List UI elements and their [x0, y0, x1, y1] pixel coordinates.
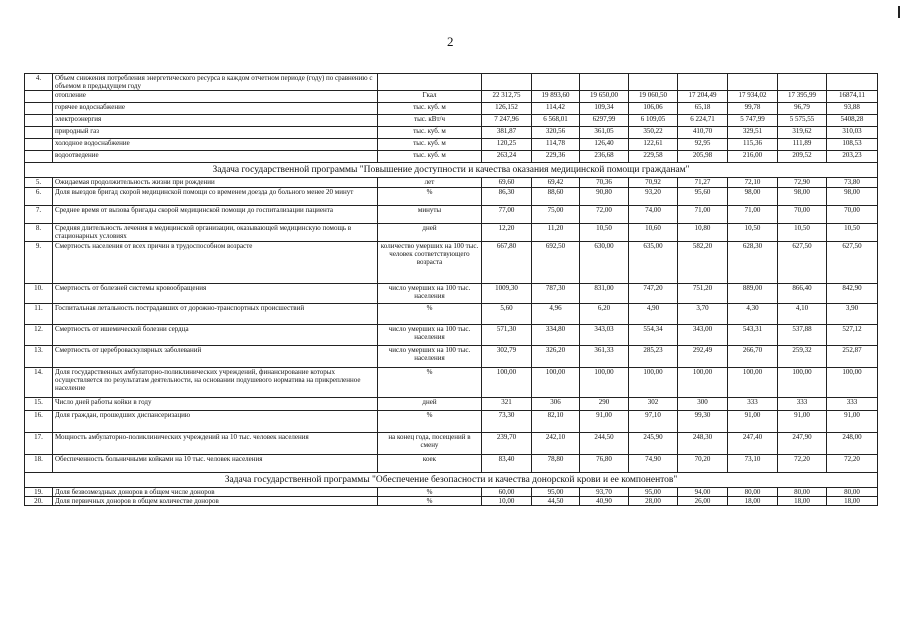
unit-cell: тыс. куб. м	[378, 103, 482, 115]
value-cell: 114,42	[532, 103, 580, 115]
value-cell: 76,80	[580, 455, 629, 473]
table-row	[25, 74, 878, 91]
row-number: 19.	[25, 488, 53, 497]
value-cell: 70,36	[580, 178, 629, 188]
value-cell: 6 224,71	[678, 115, 728, 127]
value-cell: 310,03	[827, 127, 878, 139]
unit-cell: дней	[378, 398, 482, 411]
empty-cell	[778, 74, 827, 91]
empty-cell	[629, 74, 678, 91]
value-cell: 78,80	[532, 455, 580, 473]
table-row	[25, 455, 878, 473]
indicators-table	[24, 73, 878, 506]
value-cell: 290	[580, 398, 629, 411]
resource-name: природный газ	[53, 127, 378, 139]
value-cell: 80,00	[778, 488, 827, 497]
resource-name: электроэнергия	[53, 115, 378, 127]
indicator-name: Смертность от цереброваскулярных заболеваний	[53, 346, 378, 368]
value-cell: 628,30	[728, 242, 778, 284]
table-row	[25, 398, 878, 411]
value-cell: 17 395,99	[778, 91, 827, 103]
value-cell: 100,00	[778, 368, 827, 398]
value-cell: 126,40	[580, 139, 629, 151]
value-cell: 28,00	[629, 497, 678, 506]
unit-cell: %	[378, 411, 482, 433]
value-cell: 93,70	[580, 488, 629, 497]
resource-name: холодное водоснабжение	[53, 139, 378, 151]
value-cell: 72,00	[580, 206, 629, 224]
unit-cell: число умерших на 100 тыс. населения	[378, 325, 482, 346]
row-number: 8.	[25, 224, 53, 242]
value-cell: 91,00	[728, 411, 778, 433]
value-cell: 91,00	[778, 411, 827, 433]
value-cell: 320,56	[532, 127, 580, 139]
unit-cell: тыс. куб. м	[378, 151, 482, 163]
value-cell: 259,32	[778, 346, 827, 368]
value-cell: 7 247,96	[482, 115, 532, 127]
value-cell: 60,00	[482, 488, 532, 497]
indicator-name: Обеспеченность больничными койками на 10 тыс. человек населения	[53, 455, 378, 473]
resource-name: горячее водоснабжение	[53, 103, 378, 115]
value-cell: 1009,30	[482, 284, 532, 304]
section-title: Задача государственной программы "Обеспечение безопасности и качества донорской крови и ее компонентов"	[25, 473, 878, 488]
value-cell: 203,23	[827, 151, 878, 163]
row-number: 17.	[25, 433, 53, 455]
row-number: 10.	[25, 284, 53, 304]
table-row	[25, 151, 878, 163]
value-cell: 343,03	[580, 325, 629, 346]
section-row	[25, 163, 878, 178]
row-number: 20.	[25, 497, 53, 506]
value-cell: 100,00	[678, 368, 728, 398]
value-cell: 88,60	[532, 188, 580, 206]
indicator-name: Средняя длительность лечения в медицинской организации, оказывающей медицинскую помощь в стационарных условиях	[53, 224, 378, 242]
unit-cell: тыс. кВт/ч	[378, 115, 482, 127]
value-cell: 17 934,02	[728, 91, 778, 103]
value-cell: 333	[728, 398, 778, 411]
table-row	[25, 103, 878, 115]
value-cell: 69,42	[532, 178, 580, 188]
value-cell: 19 893,60	[532, 91, 580, 103]
value-cell: 866,40	[778, 284, 827, 304]
empty-cell	[378, 74, 482, 91]
table-row	[25, 433, 878, 455]
value-cell: 97,10	[629, 411, 678, 433]
value-cell: 236,68	[580, 151, 629, 163]
section-row	[25, 473, 878, 488]
value-cell: 40,90	[580, 497, 629, 506]
value-cell: 72,10	[728, 178, 778, 188]
indicator-name: Доля первичных доноров в общем количестве доноров	[53, 497, 378, 506]
value-cell: 91,00	[827, 411, 878, 433]
value-cell: 319,62	[778, 127, 827, 139]
value-cell: 72,90	[778, 178, 827, 188]
table-row	[25, 242, 878, 284]
value-cell: 18,00	[778, 497, 827, 506]
resource-name: водоотведение	[53, 151, 378, 163]
unit-cell: минуты	[378, 206, 482, 224]
value-cell: 80,00	[827, 488, 878, 497]
value-cell: 80,00	[728, 488, 778, 497]
row-number: 7.	[25, 206, 53, 224]
value-cell: 361,05	[580, 127, 629, 139]
value-cell: 361,33	[580, 346, 629, 368]
value-cell: 209,52	[778, 151, 827, 163]
value-cell: 19 650,00	[580, 91, 629, 103]
unit-cell: лет	[378, 178, 482, 188]
value-cell: 244,50	[580, 433, 629, 455]
value-cell: 5 747,99	[728, 115, 778, 127]
resource-name: отопление	[53, 91, 378, 103]
row-number: 15.	[25, 398, 53, 411]
value-cell: 5 575,55	[778, 115, 827, 127]
unit-cell: тыс. куб. м	[378, 139, 482, 151]
value-cell: 100,00	[827, 368, 878, 398]
value-cell: 71,00	[678, 206, 728, 224]
value-cell: 98,00	[728, 188, 778, 206]
unit-cell: %	[378, 188, 482, 206]
value-cell: 26,00	[678, 497, 728, 506]
unit-cell: дней	[378, 224, 482, 242]
value-cell: 70,92	[629, 178, 678, 188]
unit-cell: %	[378, 488, 482, 497]
value-cell: 4,10	[778, 304, 827, 325]
table-body	[25, 74, 878, 506]
table-row	[25, 411, 878, 433]
row-number: 14.	[25, 368, 53, 398]
value-cell: 229,58	[629, 151, 678, 163]
row-number: 13.	[25, 346, 53, 368]
table-row	[25, 188, 878, 206]
value-cell: 10,80	[678, 224, 728, 242]
value-cell: 95,60	[678, 188, 728, 206]
value-cell: 692,50	[532, 242, 580, 284]
indicator-name: Ожидаемая продолжительность жизни при рождении	[53, 178, 378, 188]
empty-cell	[678, 74, 728, 91]
table-row	[25, 284, 878, 304]
indicator-name: Доля государственных амбулаторно-поликлинических учреждений, финансирование которых осуществляется по результатам деятельности, на основании подушевого норматива на прикрепленное население	[53, 368, 378, 398]
value-cell: 74,90	[629, 455, 678, 473]
indicator-name: Доля выездов бригад скорой медицинской помощи со временем доезда до больного менее 20 минут	[53, 188, 378, 206]
value-cell: 381,87	[482, 127, 532, 139]
value-cell: 627,50	[827, 242, 878, 284]
row-number: 11.	[25, 304, 53, 325]
value-cell: 306	[532, 398, 580, 411]
value-cell: 247,90	[778, 433, 827, 455]
table-row	[25, 127, 878, 139]
value-cell: 82,10	[532, 411, 580, 433]
value-cell: 205,98	[678, 151, 728, 163]
value-cell: 292,49	[678, 346, 728, 368]
value-cell: 86,30	[482, 188, 532, 206]
row-number	[25, 103, 53, 115]
value-cell: 242,10	[532, 433, 580, 455]
indicator-name: Смертность населения от всех причин в трудоспособном возрасте	[53, 242, 378, 284]
value-cell: 627,50	[778, 242, 827, 284]
unit-cell: коек	[378, 455, 482, 473]
value-cell: 239,70	[482, 433, 532, 455]
value-cell: 3,70	[678, 304, 728, 325]
value-cell: 11,20	[532, 224, 580, 242]
value-cell: 630,00	[580, 242, 629, 284]
value-cell: 83,40	[482, 455, 532, 473]
value-cell: 94,00	[678, 488, 728, 497]
value-cell: 73,80	[827, 178, 878, 188]
value-cell: 18,00	[728, 497, 778, 506]
empty-cell	[482, 74, 532, 91]
value-cell: 92,95	[678, 139, 728, 151]
indicator-name: Смертность от ишемической болезни сердца	[53, 325, 378, 346]
value-cell: 100,00	[629, 368, 678, 398]
value-cell: 5,60	[482, 304, 532, 325]
table-row	[25, 497, 878, 506]
value-cell: 95,00	[629, 488, 678, 497]
value-cell: 115,36	[728, 139, 778, 151]
table-row	[25, 346, 878, 368]
value-cell: 751,20	[678, 284, 728, 304]
value-cell: 343,00	[678, 325, 728, 346]
value-cell: 889,00	[728, 284, 778, 304]
value-cell: 96,79	[778, 103, 827, 115]
value-cell: 10,60	[629, 224, 678, 242]
value-cell: 329,51	[728, 127, 778, 139]
value-cell: 333	[827, 398, 878, 411]
value-cell: 73,30	[482, 411, 532, 433]
indicator-name: Доля безвозмездных доноров в общем числе доноров	[53, 488, 378, 497]
unit-cell: %	[378, 497, 482, 506]
value-cell: 300	[678, 398, 728, 411]
value-cell: 6 568,01	[532, 115, 580, 127]
value-cell: 216,00	[728, 151, 778, 163]
table-row	[25, 178, 878, 188]
value-cell: 16874,11	[827, 91, 878, 103]
value-cell: 263,24	[482, 151, 532, 163]
value-cell: 70,00	[778, 206, 827, 224]
table-row	[25, 139, 878, 151]
unit-cell: тыс. куб. м	[378, 127, 482, 139]
value-cell: 90,80	[580, 188, 629, 206]
value-cell: 747,20	[629, 284, 678, 304]
table-row	[25, 304, 878, 325]
value-cell: 91,00	[580, 411, 629, 433]
value-cell: 10,00	[482, 497, 532, 506]
value-cell: 19 060,50	[629, 91, 678, 103]
value-cell: 537,88	[778, 325, 827, 346]
row-number	[25, 151, 53, 163]
value-cell: 100,00	[580, 368, 629, 398]
table-row	[25, 224, 878, 242]
value-cell: 72,20	[827, 455, 878, 473]
value-cell: 5408,28	[827, 115, 878, 127]
value-cell: 120,25	[482, 139, 532, 151]
value-cell: 100,00	[728, 368, 778, 398]
value-cell: 69,60	[482, 178, 532, 188]
value-cell: 4,30	[728, 304, 778, 325]
value-cell: 77,00	[482, 206, 532, 224]
value-cell: 247,40	[728, 433, 778, 455]
row-number	[25, 115, 53, 127]
value-cell: 99,30	[678, 411, 728, 433]
value-cell: 831,00	[580, 284, 629, 304]
value-cell: 4,96	[532, 304, 580, 325]
value-cell: 93,20	[629, 188, 678, 206]
value-cell: 350,22	[629, 127, 678, 139]
table-row	[25, 206, 878, 224]
value-cell: 108,53	[827, 139, 878, 151]
indicator-name: Доля граждан, прошедших диспансеризацию	[53, 411, 378, 433]
value-cell: 114,78	[532, 139, 580, 151]
value-cell: 111,89	[778, 139, 827, 151]
value-cell: 106,06	[629, 103, 678, 115]
value-cell: 18,00	[827, 497, 878, 506]
value-cell: 109,34	[580, 103, 629, 115]
value-cell: 10,50	[827, 224, 878, 242]
value-cell: 100,00	[482, 368, 532, 398]
empty-cell	[532, 74, 580, 91]
value-cell: 326,20	[532, 346, 580, 368]
unit-cell: число умерших на 100 тыс. населения	[378, 346, 482, 368]
table-row	[25, 91, 878, 103]
value-cell: 71,00	[728, 206, 778, 224]
value-cell: 70,20	[678, 455, 728, 473]
value-cell: 74,00	[629, 206, 678, 224]
value-cell: 248,00	[827, 433, 878, 455]
row-number: 16.	[25, 411, 53, 433]
value-cell: 635,00	[629, 242, 678, 284]
value-cell: 554,34	[629, 325, 678, 346]
unit-cell: количество умерших на 100 тыс. человек соответствующего возраста	[378, 242, 482, 284]
value-cell: 266,70	[728, 346, 778, 368]
indicator-name: Госпитальная летальность пострадавших от дорожно-транспортных происшествий	[53, 304, 378, 325]
row-number: 4.	[25, 74, 53, 91]
value-cell: 6 109,05	[629, 115, 678, 127]
value-cell: 93,88	[827, 103, 878, 115]
value-cell: 122,61	[629, 139, 678, 151]
value-cell: 10,50	[778, 224, 827, 242]
value-cell: 6297,99	[580, 115, 629, 127]
value-cell: 543,31	[728, 325, 778, 346]
row-number: 6.	[25, 188, 53, 206]
row-number: 12.	[25, 325, 53, 346]
row-number: 5.	[25, 178, 53, 188]
value-cell: 3,90	[827, 304, 878, 325]
indicator-name: Мощность амбулаторно-поликлинических учреждений на 10 тыс. человек населения	[53, 433, 378, 455]
value-cell: 667,80	[482, 242, 532, 284]
value-cell: 582,20	[678, 242, 728, 284]
value-cell: 65,18	[678, 103, 728, 115]
value-cell: 248,30	[678, 433, 728, 455]
value-cell: 44,50	[532, 497, 580, 506]
value-cell: 6,20	[580, 304, 629, 325]
empty-cell	[827, 74, 878, 91]
value-cell: 72,20	[778, 455, 827, 473]
row-number: 18.	[25, 455, 53, 473]
value-cell: 98,00	[827, 188, 878, 206]
value-cell: 571,30	[482, 325, 532, 346]
indicator-name: Число дней работы койки в году	[53, 398, 378, 411]
row-number: 9.	[25, 242, 53, 284]
empty-cell	[728, 74, 778, 91]
value-cell: 17 204,49	[678, 91, 728, 103]
row-number	[25, 91, 53, 103]
margin-mark	[898, 6, 900, 18]
unit-cell: %	[378, 368, 482, 398]
unit-cell: на конец года, посещений в смену	[378, 433, 482, 455]
unit-cell: число умерших на 100 тыс. населения	[378, 284, 482, 304]
indicator-name: Смертность от болезней системы кровообращения	[53, 284, 378, 304]
value-cell: 787,30	[532, 284, 580, 304]
value-cell: 75,00	[532, 206, 580, 224]
row-number	[25, 127, 53, 139]
value-cell: 100,00	[532, 368, 580, 398]
value-cell: 126,152	[482, 103, 532, 115]
value-cell: 70,00	[827, 206, 878, 224]
value-cell: 229,36	[532, 151, 580, 163]
table-row	[25, 488, 878, 497]
unit-cell: Гкал	[378, 91, 482, 103]
value-cell: 22 312,75	[482, 91, 532, 103]
value-cell: 99,78	[728, 103, 778, 115]
value-cell: 95,00	[532, 488, 580, 497]
value-cell: 245,90	[629, 433, 678, 455]
value-cell: 252,87	[827, 346, 878, 368]
table-row	[25, 115, 878, 127]
value-cell: 842,90	[827, 284, 878, 304]
value-cell: 321	[482, 398, 532, 411]
value-cell: 527,12	[827, 325, 878, 346]
table-row	[25, 368, 878, 398]
value-cell: 302,79	[482, 346, 532, 368]
empty-cell	[580, 74, 629, 91]
table-row	[25, 325, 878, 346]
page-number: 2	[447, 34, 454, 49]
unit-cell: %	[378, 304, 482, 325]
value-cell: 10,50	[580, 224, 629, 242]
indicator-name: Объем снижения потребления энергетического ресурса в каждом отчетном периоде (году) по сравнению с объемом в предыдущем году	[53, 74, 378, 91]
value-cell: 4,90	[629, 304, 678, 325]
value-cell: 12,20	[482, 224, 532, 242]
row-number	[25, 139, 53, 151]
value-cell: 285,23	[629, 346, 678, 368]
value-cell: 98,00	[778, 188, 827, 206]
value-cell: 10,50	[728, 224, 778, 242]
indicator-name: Среднее время от вызова бригады скорой медицинской помощи до госпитализации пациента	[53, 206, 378, 224]
value-cell: 333	[778, 398, 827, 411]
value-cell: 71,27	[678, 178, 728, 188]
value-cell: 410,70	[678, 127, 728, 139]
value-cell: 334,80	[532, 325, 580, 346]
value-cell: 73,10	[728, 455, 778, 473]
value-cell: 302	[629, 398, 678, 411]
section-title: Задача государственной программы "Повышение доступности и качества оказания медицинской помощи гражданам"	[25, 163, 878, 178]
